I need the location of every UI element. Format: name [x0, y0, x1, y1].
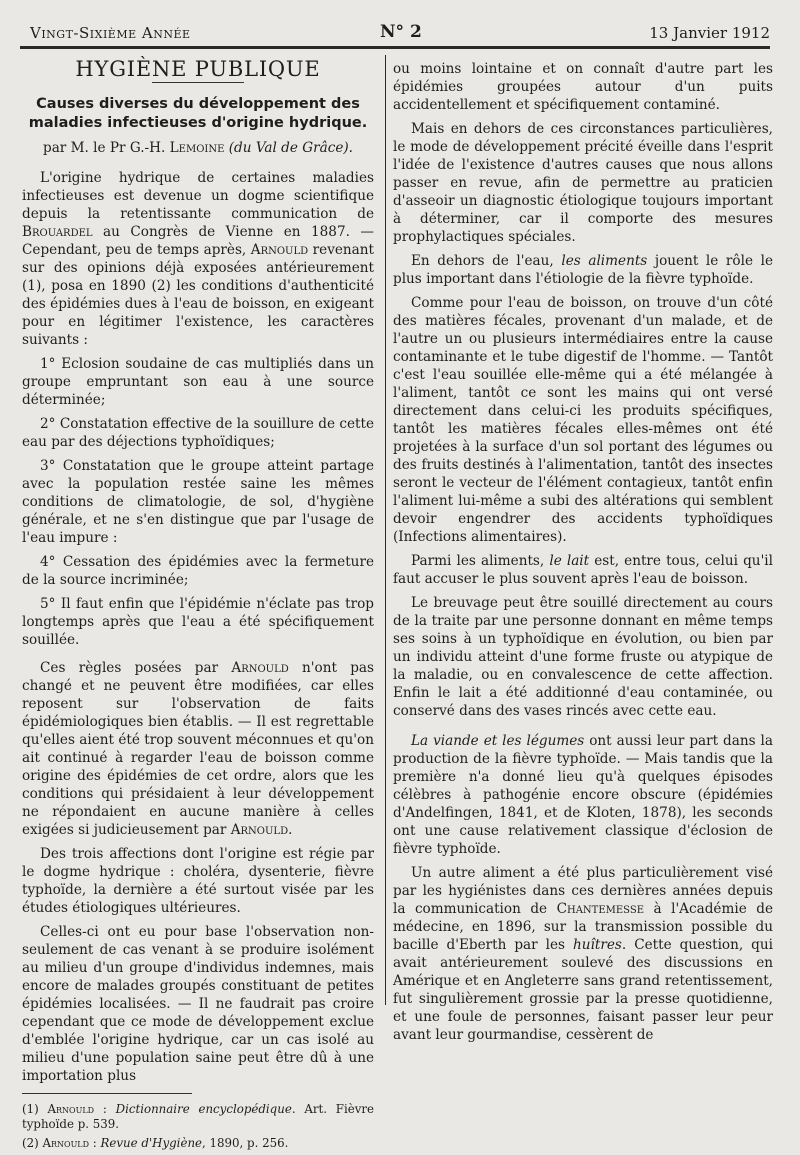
paragraph: Des trois affections dont l'origine est régie par le dogme hydrique : choléra, dysenterie, fièvre typhoïde, la dernière a été surtout visée par les études étiologiques ultérieures. [22, 846, 374, 916]
list-item: 5° Il faut enfin que l'épidémie n'éclate pas trop longtemps après que l'eau a été spécifiquement souillée. [22, 596, 374, 648]
cited-name: Brouardel [22, 224, 93, 240]
cited-name: Chantemesse [556, 901, 645, 917]
article-title: Causes diverses du développement des maladies infectieuses d'origine hydrique. [28, 96, 368, 131]
paragraph: En dehors de l'eau, les aliments jouent le rôle le plus important dans l'étiologie de la fièvre typhoïde. [393, 253, 774, 287]
cited-name: Arnould [231, 660, 289, 676]
paragraph: Ces règles posées par Arnould n'ont pas changé et ne peuvent être modifiées, car elles reposent sur l'observation de faits épidémiologiques bien établis. — Il est regrettable qu'elles aient été trop souvent méconnues et qu'on ait continué à regarder l'eau de boisson comme origine des épidémies de cet ordre, alors que les conditions qui présidaient à leur développement ne répondaient en aucune manière à celles exigées si judicieusement par Arnould. [22, 660, 374, 838]
paragraph: Mais en dehors de ces circonstances particulières, le mode de développement précité éveille dans l'esprit l'idée de l'existence d'autres causes que nous allons passer en revue, afin de permettre au praticien d'asseoir un diagnostic étiologique toujours important à déterminer, car il comporte des mesures prophylactiques spéciales. [393, 121, 773, 245]
title-rule [152, 82, 244, 83]
list-item: 4° Cessation des épidémies avec la fermeture de la source incriminée; [22, 554, 374, 588]
paragraph: Le breuvage peut être souillé directement au cours de la traite par une personne donnant en même temps ses soins à un typhoïdique en évolution, ou bien par un individu atteint d'une forme fruste ou atypique de la maladie, ou en convalescence de cette affection. Enfin le lait a été additionné d'eau contaminée, ou conservé dans des vases rincés avec cette eau. [393, 595, 773, 719]
list-item: 2° Constatation effective de la souillure de cette eau par des déjections typhoïdiques; [22, 416, 374, 450]
column-divider [385, 55, 386, 1005]
left-column [22, 57, 374, 1155]
volume-year: Vingt-Sixième Année [30, 24, 191, 42]
footnote: (1) Arnould : Dictionnaire encyclopédique. Art. Fièvre typhoïde p. 539. [22, 1102, 374, 1131]
author-name: Lemoine [169, 140, 225, 156]
paragraph: La viande et les légumes ont aussi leur part dans la production de la fièvre typhoïde. — Mais tandis que la première n'a donné lieu qu'à quelques épisodes célèbres à pathogénie encore obscure (épidémies d'Andelfingen, 1841, et de Kloten, 1878), les seconds ont une cause relativement classique d'éclosion de fièvre typhoïde. [393, 733, 774, 857]
header-rule [20, 46, 770, 49]
paragraph: Celles-ci ont eu pour base l'observation non-seulement de cas venant à se produire isolément au milieu d'un groupe d'individus indemnes, mais encore de malades groupés constituant de petites épidémies localisées. — Il ne faudrait pas croire cependant que ce mode de développement exclue d'emblée l'origine hydrique, car un cas isolé au milieu d'une population saine peut être dû à une importation plus [22, 924, 374, 1084]
footnote-rule [22, 1093, 192, 1094]
paragraph: Un autre aliment a été plus particulièrement visé par les hygiénistes dans ces dernières années depuis la communication de Chantemesse à l'Académie de médecine, en 1896, sur la transmission possible du bacille d'Eberth par les huîtres. Cette question, qui avait antérieurement soulevé des discussions en Amérique et en Angleterre sans grand retentissement, fut singulièrement grossie par la presse quotidienne, et une foule de personnes, faisant passer leur peur avant leur gourmandise, cessèrent de [393, 865, 773, 1043]
section-title: HYGIÈNE PUBLIQUE [75, 57, 321, 81]
author-line [22, 139, 374, 157]
cited-name: Arnould [250, 242, 309, 258]
cited-name: Arnould [230, 822, 289, 838]
author-affiliation: (du Val de Grâce). [228, 140, 353, 156]
paragraph: Parmi les aliments, le lait est, entre tous, celui qu'il faut accuser le plus souvent après l'eau de boisson. [393, 553, 773, 587]
author-prefix: par M. le Pr G.-H. [43, 140, 170, 156]
issue-date: 13 Janvier 1912 [649, 24, 770, 42]
list-item: 3° Constatation que le groupe atteint partage avec la population restée saine les mêmes conditions de climatologie, de sol, d'hygiène générale, et ne s'en distingue que par l'usage de l'eau impure : [22, 458, 374, 546]
right-column [393, 60, 773, 1050]
paragraph: Comme pour l'eau de boisson, on trouve d'un côté des matières fécales, provenant d'un malade, et de l'autre un ou plusieurs intermédiaires entre la cause contaminante et le tube digestif de l'homme. — Tantôt c'est l'eau souillée elle-même qui a été mélangée à l'aliment, tantôt ce sont les mains qui ont versé directement dans celui-ci les produits spécifiques, tantôt les matières fécales elles-mêmes ont été projetées à la surface d'un sol portant des légumes ou des fruits destinés à l'alimentation, tantôt des insectes seront le vecteur de l'élément contagieux, tantôt enfin l'aliment lui-même a subi des altérations qui semblent devoir engendrer des accidents typhoïdiques (Infections alimentaires). [393, 295, 773, 545]
issue-number: N° 2 [380, 22, 422, 42]
list-item: 1° Eclosion soudaine de cas multipliés dans un groupe empruntant son eau à une source déterminée; [22, 356, 374, 408]
page-header [30, 22, 770, 46]
paragraph: L'origine hydrique de certaines maladies infectieuses est devenue un dogme scientifique depuis la retentissante communication de Brouardel au Congrès de Vienne en 1887. — Cependant, peu de temps après, Arnould revenant sur des opinions déjà exposées antérieurement (1), posa en 1890 (2) les conditions d'authenticité des épidémies dues à l'eau de boisson, en exigeant pour en légitimer l'existence, les caractères suivants : [22, 170, 374, 348]
paragraph: ou moins lointaine et on connaît d'autre part les épidémies groupées autour d'un puits accidentellement et spécifiquement contaminé. [393, 61, 773, 113]
footnote: (2) Arnould : Revue d'Hygiène, 1890, p. 256. [22, 1136, 289, 1150]
